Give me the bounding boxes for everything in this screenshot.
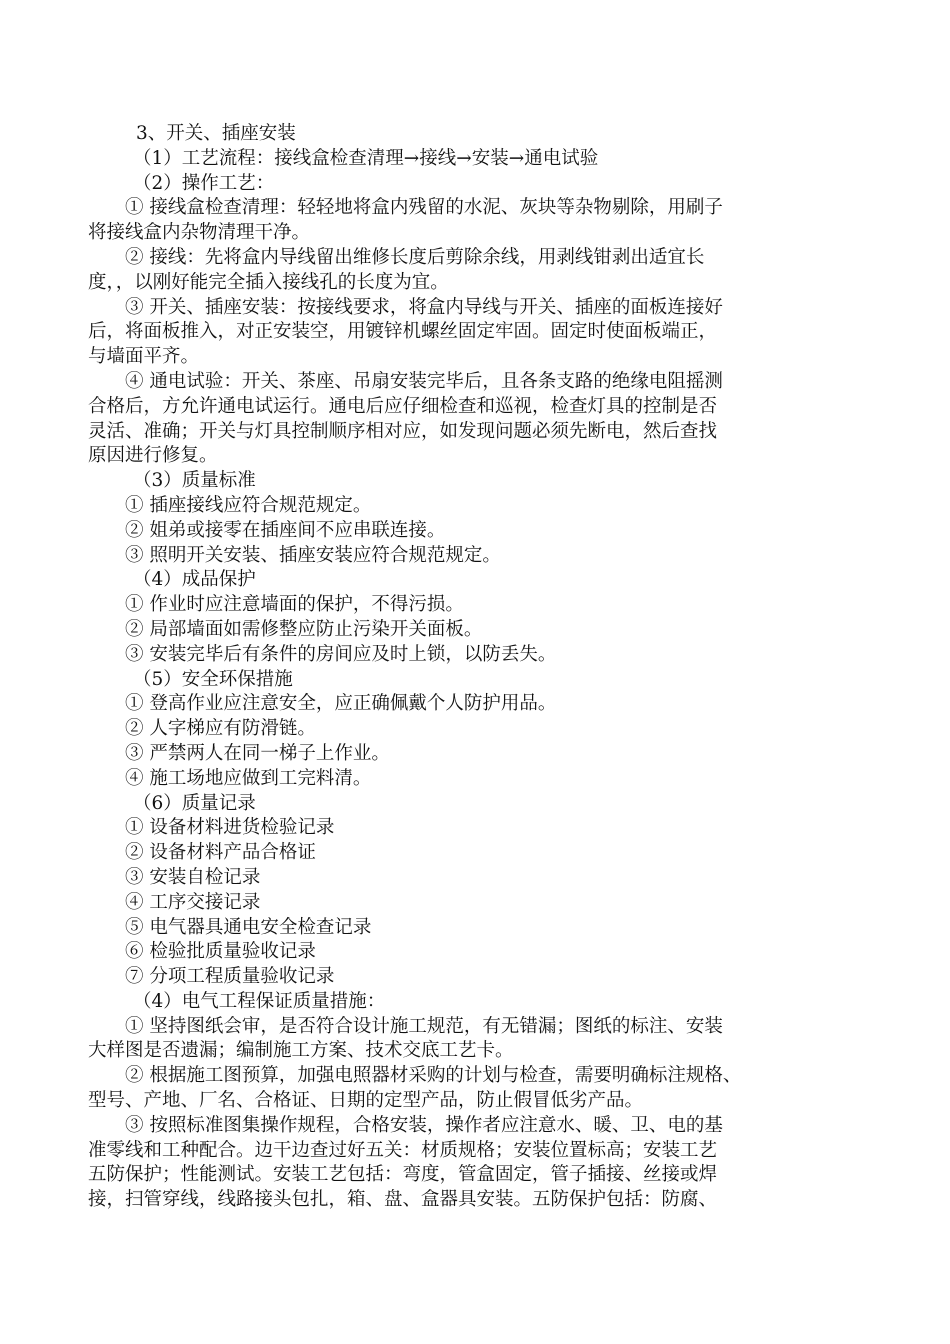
text-line: ② 根据施工图预算，加强电照器材采购的计划与检查，需要明确标注规格、 [125,1065,742,1087]
text-line: 灵活、准确；开关与灯具控制顺序相对应，如发现问题必须先断电，然后查找 [88,420,718,442]
text-line: ② 设备材料产品合格证 [125,842,316,864]
text-line: （4）成品保护 [133,569,256,591]
text-line: 大样图是否遗漏；编制施工方案、技术交底工艺卡。 [88,1040,514,1062]
text-line: 合格后，方允许通电试运行。通电后应仔细检查和巡视，检查灯具的控制是否 [88,395,718,417]
text-line: ④ 通电试验：开关、茶座、吊扇安装完毕后，且各条支路的绝缘电阻摇测 [125,370,723,392]
text-line: ② 姐弟或接零在插座间不应串联连接。 [125,519,446,541]
text-line: ④ 工序交接记录 [125,891,261,913]
text-line: 度，，以刚好能完全插入接线孔的长度为宜。 [88,271,449,293]
text-line: ③ 安装完毕后有条件的房间应及时上锁，以防丢失。 [125,643,557,665]
text-line: ⑦ 分项工程质量验收记录 [125,966,335,988]
text-line: 接，扫管穿线，线路接头包扎，箱、盘、盒器具安装。五防保护包括：防腐、 [88,1189,718,1211]
text-line: 型号、产地、厂名、合格证、日期的定型产品，防止假冒低劣产品。 [88,1090,644,1112]
text-line: 准零线和工种配合。边干边查过好五关：材质规格；安装位置标高；安装工艺 [88,1139,718,1161]
text-line: （1）工艺流程：接线盒检查清理→接线→安装→通电试验 [133,147,599,169]
text-line: 后，将面板推入，对正安装空，用镀锌机螺丝固定牢固。固定时使面板端正， [88,321,718,343]
text-line: 将接线盒内杂物清理干净。 [88,222,311,244]
text-line: ① 坚持图纸会审，是否符合设计施工规范，有无错漏；图纸的标注、安装 [125,1015,723,1037]
text-line: 原因进行修复。 [88,445,218,467]
text-line: （2）操作工艺： [133,172,275,194]
text-line: （6）质量记录 [133,792,256,814]
text-line: ③ 严禁两人在同一梯子上作业。 [125,742,390,764]
text-line: ③ 安装自检记录 [125,866,261,888]
text-line: ② 接线：先将盒内导线留出维修长度后剪除余线，用剥线钳剥出适宜长 [125,246,705,268]
text-line: 3、开关、插座安装 [136,123,296,144]
text-line: （3）质量标准 [133,470,256,492]
text-line: ① 插座接线应符合规范规定。 [125,494,372,516]
text-line: 五防保护；性能测试。安装工艺包括：弯度，管盒固定，管子插接、丝接或焊 [88,1164,718,1186]
text-line: ③ 照明开关安装、插座安装应符合规范规定。 [125,544,501,566]
text-line: ② 局部墙面如需修整应防止污染开关面板。 [125,618,483,640]
document-body [88,122,868,1213]
text-line: ③ 按照标准图集操作规程，合格安装，操作者应注意水、暖、卫、电的基 [125,1114,723,1136]
text-line: ④ 施工场地应做到工完料清。 [125,767,372,789]
text-line: ⑥ 检验批质量验收记录 [125,941,316,963]
text-line: ③ 开关、插座安装：按接线要求，将盒内导线与开关、插座的面板连接好 [125,296,723,318]
text-line: ① 设备材料进货检验记录 [125,817,335,839]
text-line: ① 接线盒检查清理：轻轻地将盒内残留的水泥、灰块等杂物剔除，用刷子 [125,197,723,219]
text-line: ① 作业时应注意墙面的保护，不得污损。 [125,594,464,616]
text-line: （5）安全环保措施 [133,668,293,690]
text-line: 与墙面平齐。 [88,346,200,368]
text-line: （4）电气工程保证质量措施： [133,990,386,1012]
text-line: ① 登高作业应注意安全，应正确佩戴个人防护用品。 [125,693,557,715]
text-line: ⑤ 电气器具通电安全检查记录 [125,916,372,938]
text-line: ② 人字梯应有防滑链。 [125,718,316,740]
